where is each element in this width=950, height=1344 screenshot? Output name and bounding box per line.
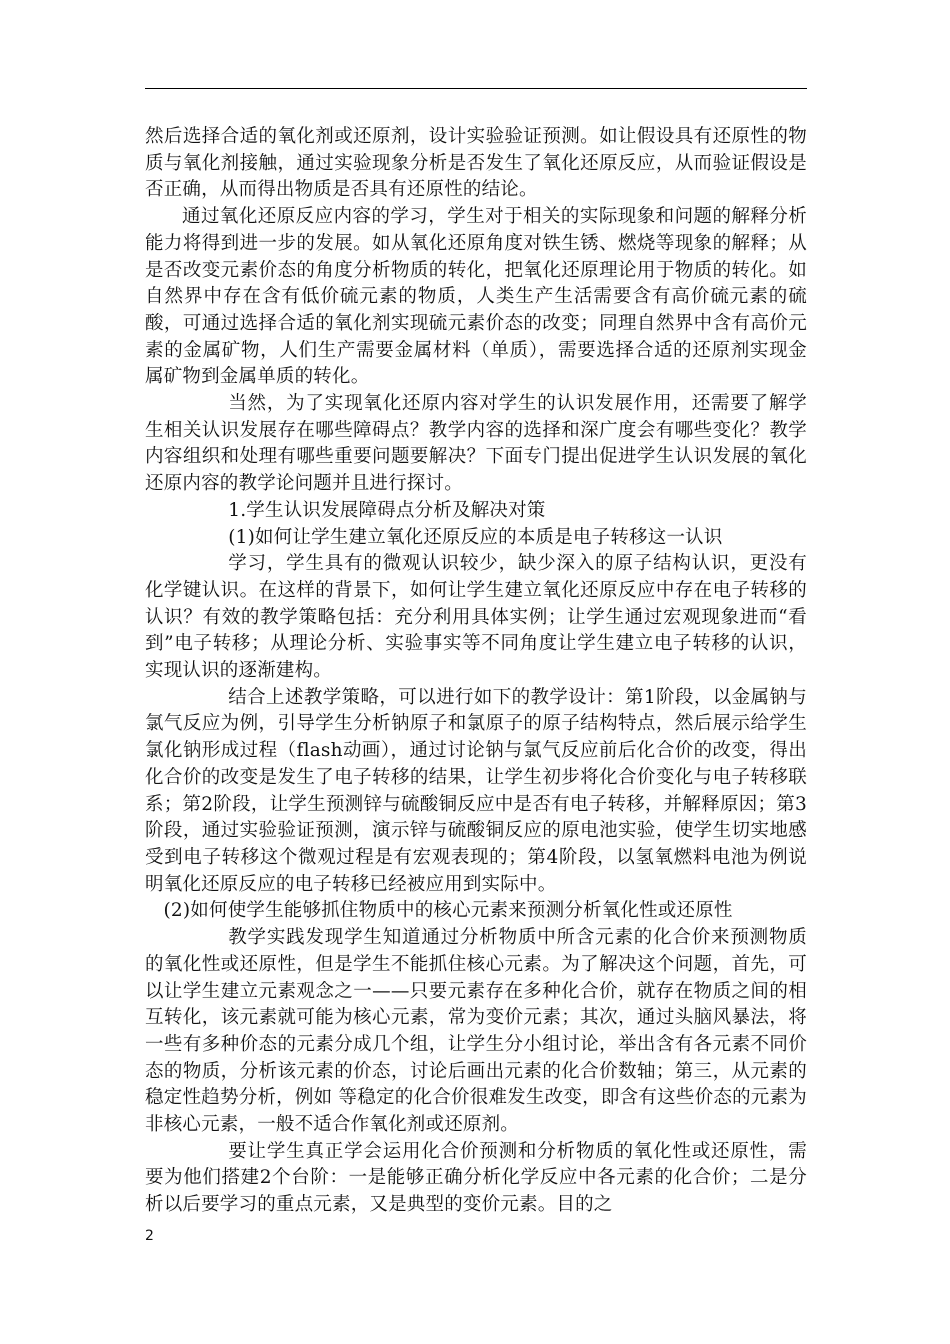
page-number: 2 <box>145 1228 154 1244</box>
paragraph: 当然，为了实现氧化还原内容对学生的认识发展作用，还需要了解学生相关认识发展存在哪些障碍点？教学内容的选择和深广度会有哪些变化？教学内容组织和处理有哪些重要问题要解决？下面专门提出促进学生认识发展的氧化还原内容的教学论问题并且进行探讨。 <box>145 393 807 495</box>
paragraph: 结合上述教学策略，可以进行如下的教学设计：第1阶段，以金属钠与氯气反应为例，引导学生分析钠原子和氯原子的原子结构特点，然后展示给学生氯化钠形成过程（flash动画），通过讨论钠与氯气反应前后化合价的改变，得出化合价的改变是发生了电子转移的结果，让学生初步将化合价变化与电子转移联系；第2阶段，让学生预测锌与硫酸铜反应中是否有电子转移，并解释原因；第3阶段，通过实验验证预测，演示锌与硫酸铜反应的原电池实验，使学生切实地感受到电子转移这个微观过程是有宏观表现的；第4阶段，以氢氧燃料电池为例说明氧化还原反应的电子转移已经被应用到实际中。 <box>145 686 807 895</box>
subsection-heading: (1)如何让学生建立氧化还原反应的本质是电子转移这一认识 <box>228 526 723 548</box>
paragraph: 教学实践发现学生知道通过分析物质中所含元素的化合价来预测物质的氧化性或还原性，但是学生不能抓住核心元素。为了解决这个问题，首先，可以让学生建立元素观念之一——只要元素存在多种化合价，就存在物质之间的相互转化，该元素就可能为核心元素，常为变价元素；其次，通过头脑风暴法，将一些有多种价态的元素分成几个组，让学生分小组讨论，举出含有各元素不同价态的物质，分析该元素的价态，讨论后画出元素的化合价数轴；第三，从元素的稳定性趋势分析，例如 等稳定的化合价很难发生改变，即含有这些价态的元素为非核心元素，一般不适合作氧化剂或还原剂。 <box>145 927 807 1136</box>
document-body <box>145 124 807 1219</box>
section-heading: 1.学生认识发展障碍点分析及解决对策 <box>228 499 546 521</box>
paragraph: 通过氧化还原反应内容的学习，学生对于相关的实际现象和问题的解释分析能力将得到进一步的发展。如从氧化还原角度对铁生锈、燃烧等现象的解释；从是否改变元素价态的角度分析物质的转化，把氧化还原理论用于物质的转化。如自然界中存在含有低价硫元素的物质，人类生产生活需要含有高价硫元素的硫酸，可通过选择合适的氧化剂实现硫元素价态的改变；同理自然界中含有高价元素的金属矿物，人们生产需要金属材料（单质），需要选择合适的还原剂实现金属矿物到金属单质的转化。 <box>145 206 807 388</box>
header-rule <box>145 88 807 89</box>
paragraph: 然后选择合适的氧化剂或还原剂，设计实验验证预测。如让假设具有还原性的物质与氧化剂接触，通过实验现象分析是否发生了氧化还原反应，从而验证假设是否正确，从而得出物质是否具有还原性的结论。 <box>145 126 807 201</box>
paragraph: 要让学生真正学会运用化合价预测和分析物质的氧化性或还原性，需要为他们搭建2个台阶：一是能够正确分析化学反应中各元素的化合价；二是分析以后要学习的重点元素，又是典型的变价元素。目的之 <box>145 1140 807 1216</box>
subsection-heading: (2)如何使学生能够抓住物质中的核心元素来预测分析氧化性或还原性 <box>163 900 733 922</box>
paragraph: 学习，学生具有的微观认识较少，缺少深入的原子结构认识，更没有化学键认识。在这样的背景下，如何让学生建立氧化还原反应中存在电子转移的认识？有效的教学策略包括：充分利用具体实例；让学生通过宏观现象进而“看到”电子转移；从理论分析、实验事实等不同角度让学生建立电子转移的认识，实现认识的逐渐建构。 <box>145 553 807 682</box>
